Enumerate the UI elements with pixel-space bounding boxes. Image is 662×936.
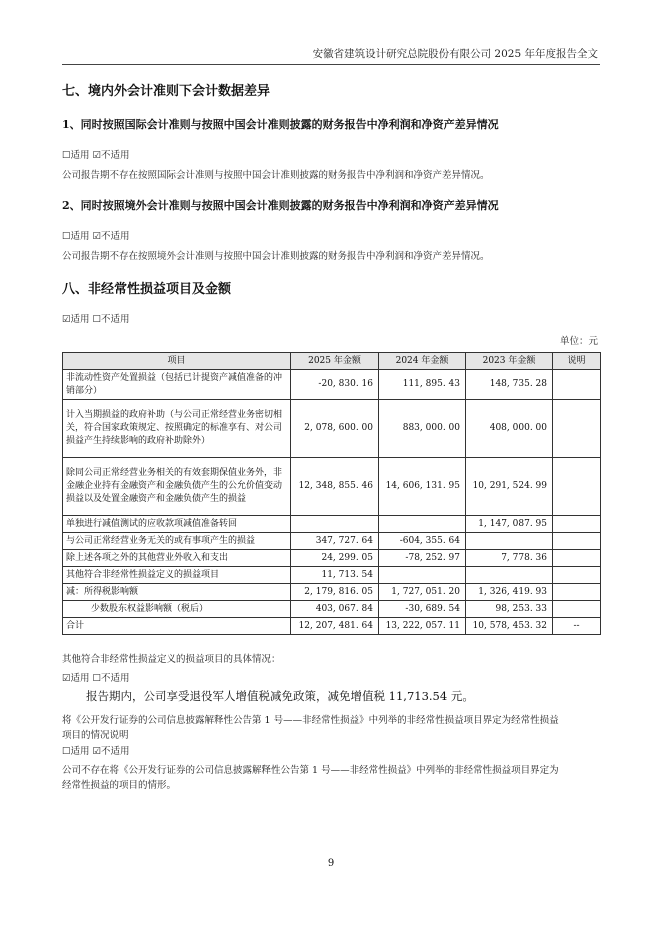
cell-2024: 111, 895. 43 xyxy=(379,370,466,400)
cell-2025 xyxy=(291,516,379,533)
row-label: 其他符合非经常性损益定义的损益项目 xyxy=(63,567,291,584)
cell-2023: 7, 778. 36 xyxy=(466,550,553,567)
row-label: 非流动性资产处置损益（包括已计提资产减值准备的冲销部分） xyxy=(63,370,291,400)
header-divider xyxy=(62,64,600,65)
table-header-row xyxy=(63,353,601,370)
cell-2024: 1, 727, 051. 20 xyxy=(379,584,466,601)
cell-2023: 10, 291, 524. 99 xyxy=(466,458,553,516)
table-row xyxy=(63,516,601,533)
cell-2024: -78, 252. 97 xyxy=(379,550,466,567)
cell-2025: 11, 713. 54 xyxy=(291,567,379,584)
define-text-line2: 项目的情况说明 xyxy=(62,730,129,741)
other-items-text: 报告期内，公司享受退役军人增值税减免政策，减免增值税 11,713.54 元。 xyxy=(86,689,474,703)
define-text-line1: 将《公开发行证券的公司信息披露解释性公告第 1 号——非经常性损益》中列举的非经常性损益项目界定为经常性损益 xyxy=(62,715,559,726)
table-row xyxy=(63,584,601,601)
table-row xyxy=(63,370,601,400)
cell-2024: 14, 606, 131. 95 xyxy=(379,458,466,516)
section7-title: 七、境内外会计准则下会计数据差异 xyxy=(62,84,271,99)
table-total-row xyxy=(63,618,601,635)
page-number: 9 xyxy=(327,858,335,869)
col-header-2023: 2023 年金额 xyxy=(466,353,553,370)
row-label: 减：所得税影响额 xyxy=(63,584,291,601)
col-header-note: 说明 xyxy=(553,353,601,370)
cell-2025: 347, 727. 64 xyxy=(291,533,379,550)
table-row xyxy=(63,533,601,550)
row-label: 少数股东权益影响额（税后） xyxy=(63,601,291,618)
cell-2023: 10, 578, 453. 32 xyxy=(466,618,553,635)
cell-2025: 2, 179, 816. 05 xyxy=(291,584,379,601)
cell-2025: -20, 830. 16 xyxy=(291,370,379,400)
cell-note xyxy=(553,550,601,567)
row-label: 合计 xyxy=(63,618,291,635)
cell-note xyxy=(553,567,601,584)
cell-2023 xyxy=(466,567,553,584)
cell-note xyxy=(553,516,601,533)
cell-2024: -604, 355. 64 xyxy=(379,533,466,550)
col-header-2025: 2025 年金额 xyxy=(291,353,379,370)
table-row xyxy=(63,567,601,584)
cell-2024: -30, 689. 54 xyxy=(379,601,466,618)
section8-title: 八、非经常性损益项目及金额 xyxy=(62,282,232,297)
table-row xyxy=(63,601,601,618)
table-row xyxy=(63,550,601,567)
table-row xyxy=(63,400,601,458)
cell-2023: 1, 147, 087. 95 xyxy=(466,516,553,533)
row-label: 与公司正常经营业务无关的或有事项产生的损益 xyxy=(63,533,291,550)
col-header-2024: 2024 年金额 xyxy=(379,353,466,370)
cell-2024 xyxy=(379,516,466,533)
cell-2024: 883, 000. 00 xyxy=(379,400,466,458)
cell-2025: 2, 078, 600. 00 xyxy=(291,400,379,458)
cell-note xyxy=(553,601,601,618)
non-recurring-gains-table xyxy=(62,352,601,635)
cell-note xyxy=(553,533,601,550)
cell-2025: 12, 207, 481. 64 xyxy=(291,618,379,635)
final-text-line2: 经常性损益的项目的情形。 xyxy=(62,780,177,791)
section8-options: ☑适用 ☐不适用 xyxy=(62,314,130,325)
col-header-item: 项目 xyxy=(63,353,291,370)
section7-sub1-options: ☐适用 ☑不适用 xyxy=(62,150,130,161)
cell-2025: 12, 348, 855. 46 xyxy=(291,458,379,516)
cell-note xyxy=(553,584,601,601)
cell-note xyxy=(553,400,601,458)
other-items-title: 其他符合非经常性损益定义的损益项目的具体情况： xyxy=(62,654,281,665)
section7-sub2-text: 公司报告期不存在按照境外会计准则与按照中国会计准则披露的财务报告中净利润和净资产差异情况。 xyxy=(62,251,490,262)
cell-2024 xyxy=(379,567,466,584)
section7-sub2-title: 2、同时按照境外会计准则与按照中国会计准则披露的财务报告中净利润和净资产差异情况 xyxy=(62,199,499,212)
row-label: 计入当期损益的政府补助（与公司正常经营业务密切相关，符合国家政策规定、按照确定的标准享有、对公司损益产生持续影响的政府补助除外） xyxy=(63,400,291,458)
other-items-options: ☑适用 ☐不适用 xyxy=(62,673,130,684)
section7-sub2-options: ☐适用 ☑不适用 xyxy=(62,231,130,242)
cell-2023 xyxy=(466,533,553,550)
cell-note xyxy=(553,458,601,516)
cell-note xyxy=(553,370,601,400)
row-label: 单独进行减值测试的应收款项减值准备转回 xyxy=(63,516,291,533)
row-label: 除同公司正常经营业务相关的有效套期保值业务外，非金融企业持有金融资产和金融负债产生的公允价值变动损益以及处置金融资产和金融负债产生的损益 xyxy=(63,458,291,516)
cell-2023: 1, 326, 419. 93 xyxy=(466,584,553,601)
page-header-title: 安徽省建筑设计研究总院股份有限公司 2025 年年度报告全文 xyxy=(312,48,598,60)
cell-2025: 24, 299. 05 xyxy=(291,550,379,567)
cell-2023: 408, 000. 00 xyxy=(466,400,553,458)
define-options: ☐适用 ☑不适用 xyxy=(62,746,130,757)
section7-sub1-text: 公司报告期不存在按照国际会计准则与按照中国会计准则披露的财务报告中净利润和净资产差异情况。 xyxy=(62,170,490,181)
cell-note: -- xyxy=(553,618,601,635)
table-row xyxy=(63,458,601,516)
cell-2024: 13, 222, 057. 11 xyxy=(379,618,466,635)
cell-2023: 148, 735. 28 xyxy=(466,370,553,400)
row-label: 除上述各项之外的其他营业外收入和支出 xyxy=(63,550,291,567)
cell-2023: 98, 253. 33 xyxy=(466,601,553,618)
final-text-line1: 公司不存在将《公开发行证券的公司信息披露解释性公告第 1 号——非经常性损益》中列举的非经常性损益项目界定为 xyxy=(62,765,559,776)
cell-2025: 403, 067. 84 xyxy=(291,601,379,618)
unit-label: 单位：元 xyxy=(559,336,598,347)
section7-sub1-title: 1、同时按照国际会计准则与按照中国会计准则披露的财务报告中净利润和净资产差异情况 xyxy=(62,118,499,131)
